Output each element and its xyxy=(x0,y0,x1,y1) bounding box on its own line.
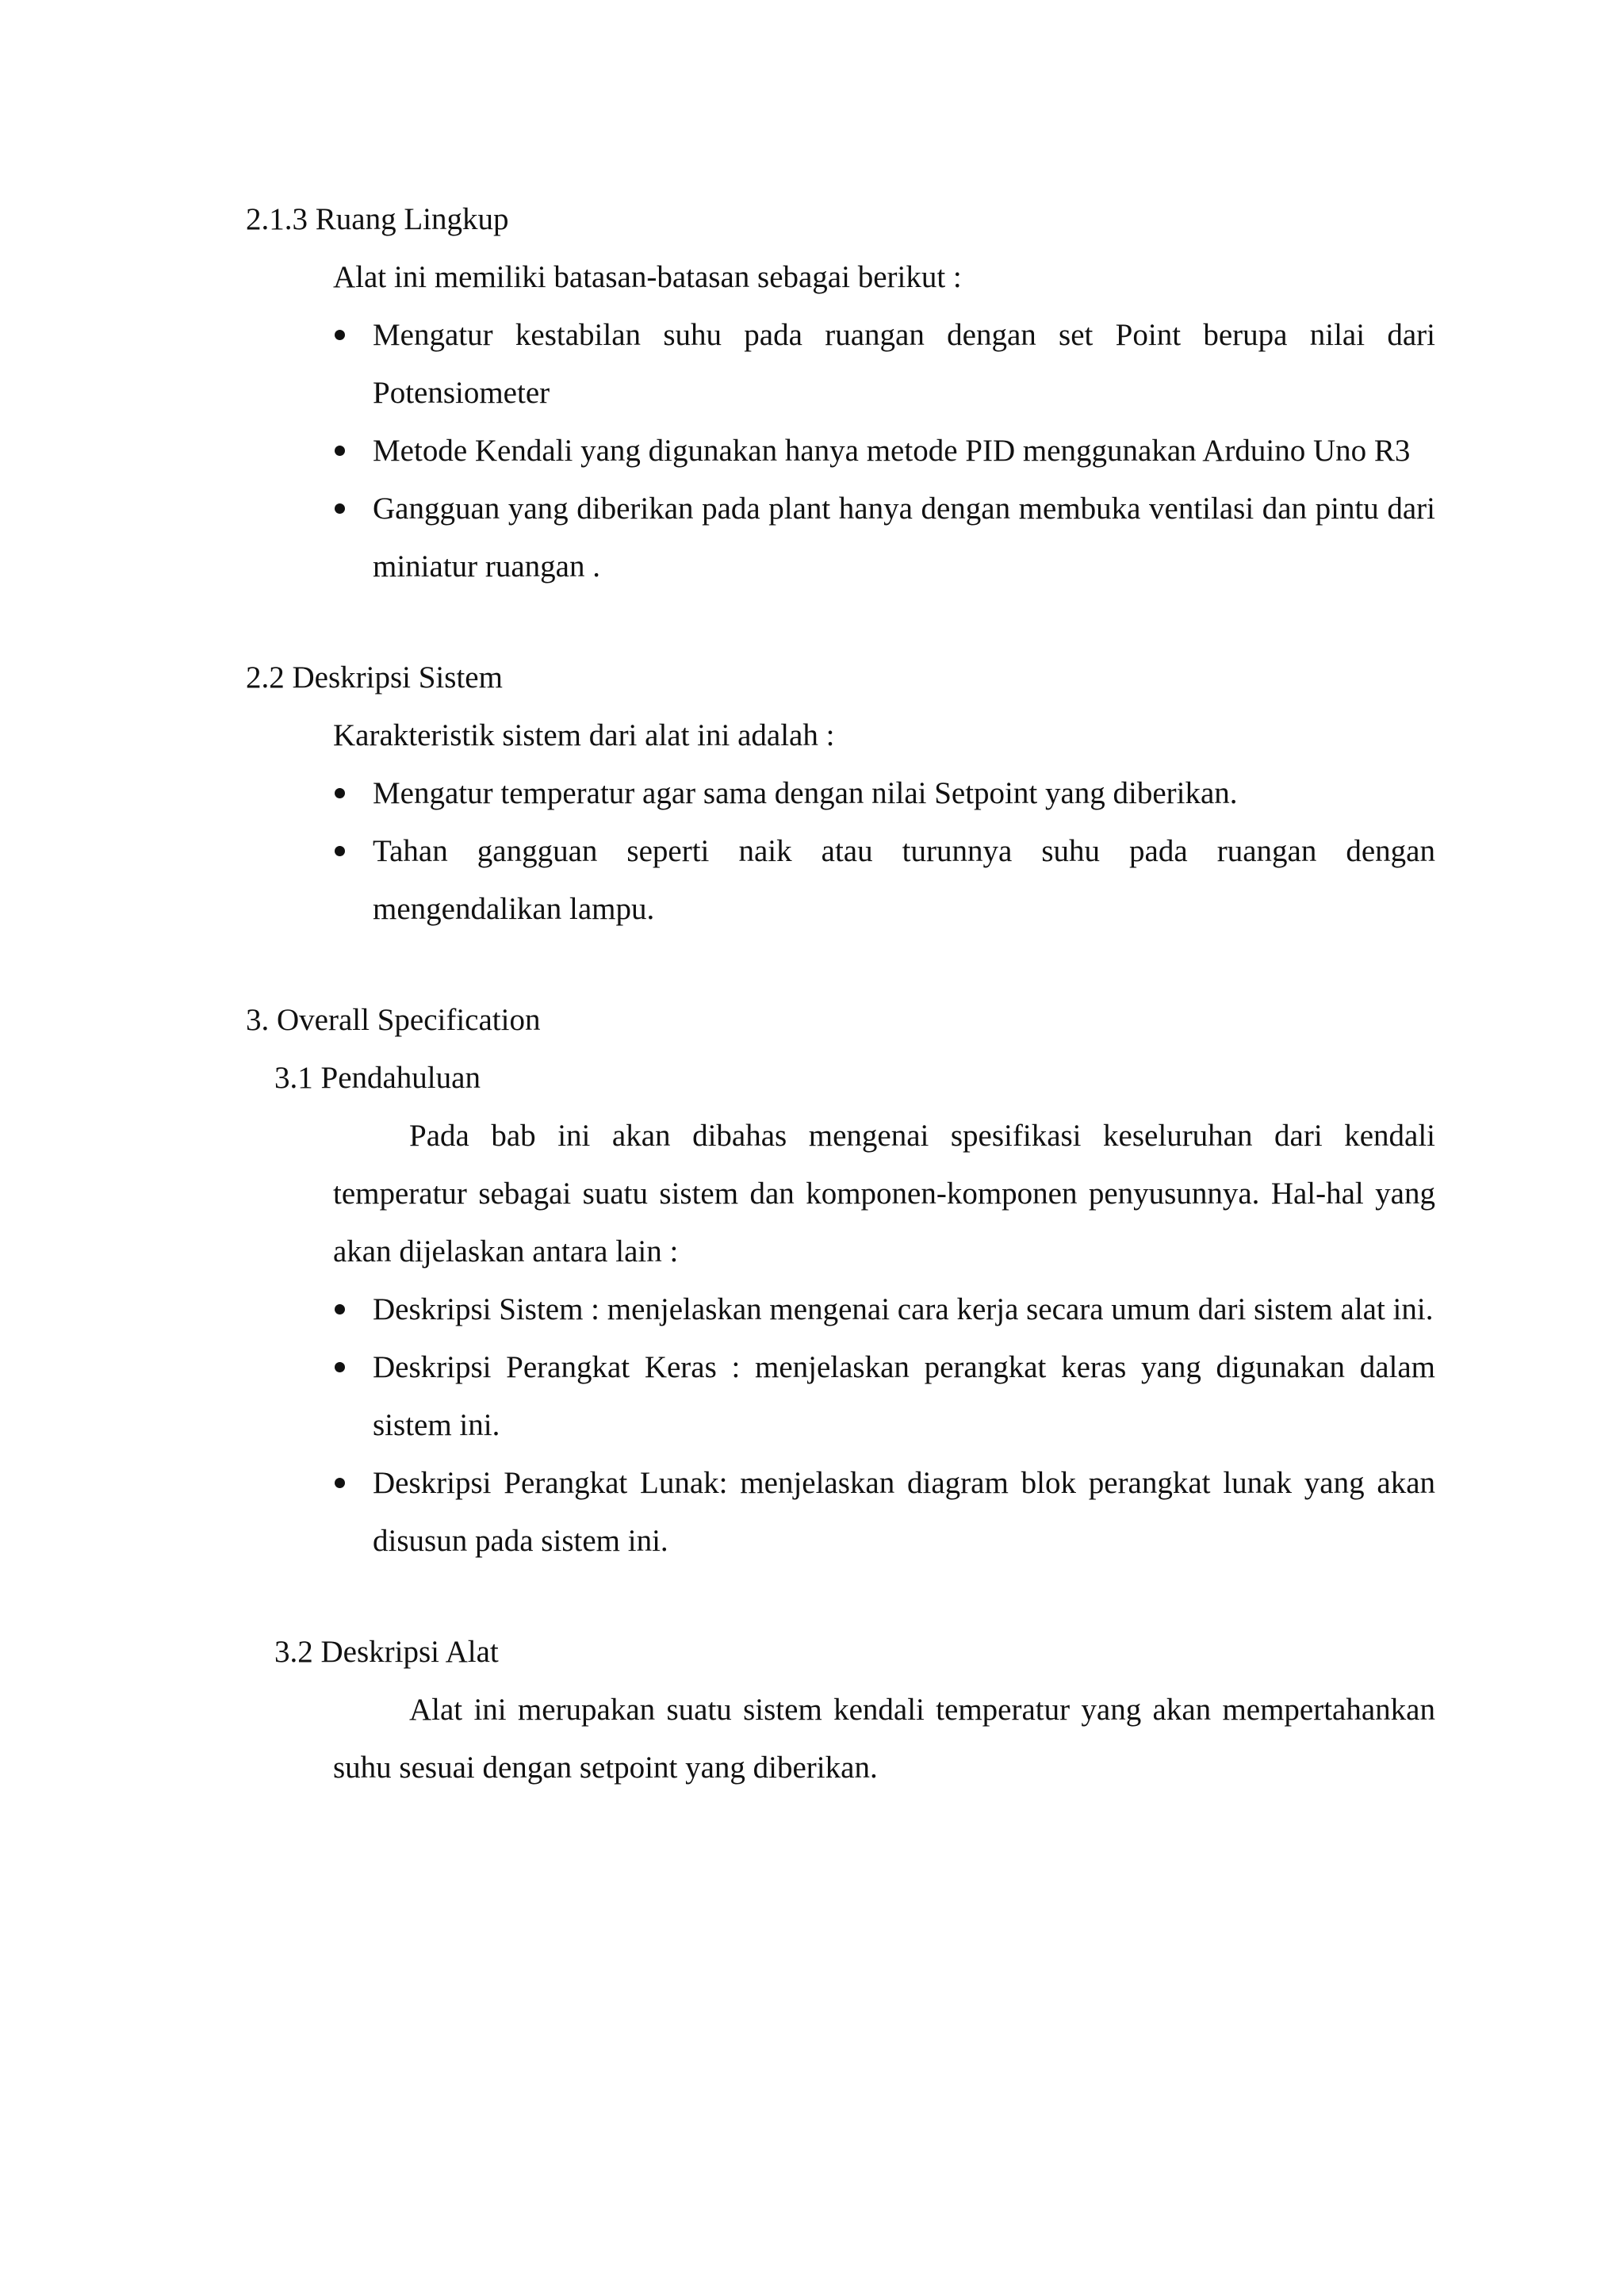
document-content xyxy=(246,190,1435,1797)
list-item-text: Deskripsi Perangkat Lunak: menjelaskan diagram blok perangkat lunak yang akan disusun pada sistem ini. xyxy=(373,1466,1435,1558)
list-item xyxy=(333,1280,1435,1338)
list-item xyxy=(333,1454,1435,1570)
bullet-icon xyxy=(335,1478,345,1488)
list-item xyxy=(333,764,1435,822)
bullet-icon xyxy=(335,1304,345,1314)
deskripsi-sistem-intro: Karakteristik sistem dari alat ini adalah : xyxy=(333,718,835,752)
list-item-text: Tahan gangguan seperti naik atau turunnya suhu pada ruangan dengan mengendalikan lampu. xyxy=(373,834,1435,926)
pendahuluan-list xyxy=(333,1280,1435,1570)
section-heading-deskripsi-alat: 3.2 Deskripsi Alat xyxy=(274,1635,499,1669)
deskripsi-alat-paragraph: Alat ini merupakan suatu sistem kendali temperatur yang akan mempertahankan suhu sesuai dengan setpoint yang diberikan. xyxy=(333,1693,1435,1785)
ruang-lingkup-list xyxy=(333,306,1435,595)
list-item-text: Gangguan yang diberikan pada plant hanya dengan membuka ventilasi dan pintu dari miniatur ruangan . xyxy=(373,492,1435,584)
list-item xyxy=(333,1338,1435,1454)
bullet-icon xyxy=(335,503,345,514)
bullet-icon xyxy=(335,446,345,456)
bullet-icon xyxy=(335,788,345,798)
list-item-text: Mengatur temperatur agar sama dengan nilai Setpoint yang diberikan. xyxy=(373,776,1238,810)
bullet-icon xyxy=(335,330,345,340)
list-item xyxy=(333,822,1435,938)
list-item-text: Deskripsi Sistem : menjelaskan mengenai cara kerja secara umum dari sistem alat ini. xyxy=(373,1292,1434,1326)
section-heading-pendahuluan: 3.1 Pendahuluan xyxy=(274,1061,481,1095)
list-item-text: Mengatur kestabilan suhu pada ruangan dengan set Point berupa nilai dari Potensiometer xyxy=(373,318,1435,410)
list-item xyxy=(333,422,1435,480)
list-item-text: Deskripsi Perangkat Keras : menjelaskan perangkat keras yang digunakan dalam sistem ini. xyxy=(373,1350,1435,1442)
ruang-lingkup-intro: Alat ini memiliki batasan-batasan sebagai berikut : xyxy=(333,260,962,294)
section-spacer xyxy=(246,938,1435,991)
section-heading-overall-specification: 3. Overall Specification xyxy=(246,1003,541,1037)
section-heading-ruang-lingkup: 2.1.3 Ruang Lingkup xyxy=(246,202,509,236)
section-spacer xyxy=(246,595,1435,649)
section-heading-deskripsi-sistem: 2.2 Deskripsi Sistem xyxy=(246,660,503,695)
list-item-text: Metode Kendali yang digunakan hanya metode PID menggunakan Arduino Uno R3 xyxy=(373,434,1411,468)
pendahuluan-paragraph: Pada bab ini akan dibahas mengenai spesifikasi keseluruhan dari kendali temperatur sebagai suatu sistem dan komponen-komponen penyusunnya. Hal-hal yang akan dijelaskan antara lain : xyxy=(333,1119,1435,1269)
section-spacer xyxy=(246,1570,1435,1623)
deskripsi-sistem-list xyxy=(333,764,1435,938)
bullet-icon xyxy=(335,846,345,856)
list-item xyxy=(333,480,1435,595)
list-item xyxy=(333,306,1435,422)
bullet-icon xyxy=(335,1362,345,1372)
